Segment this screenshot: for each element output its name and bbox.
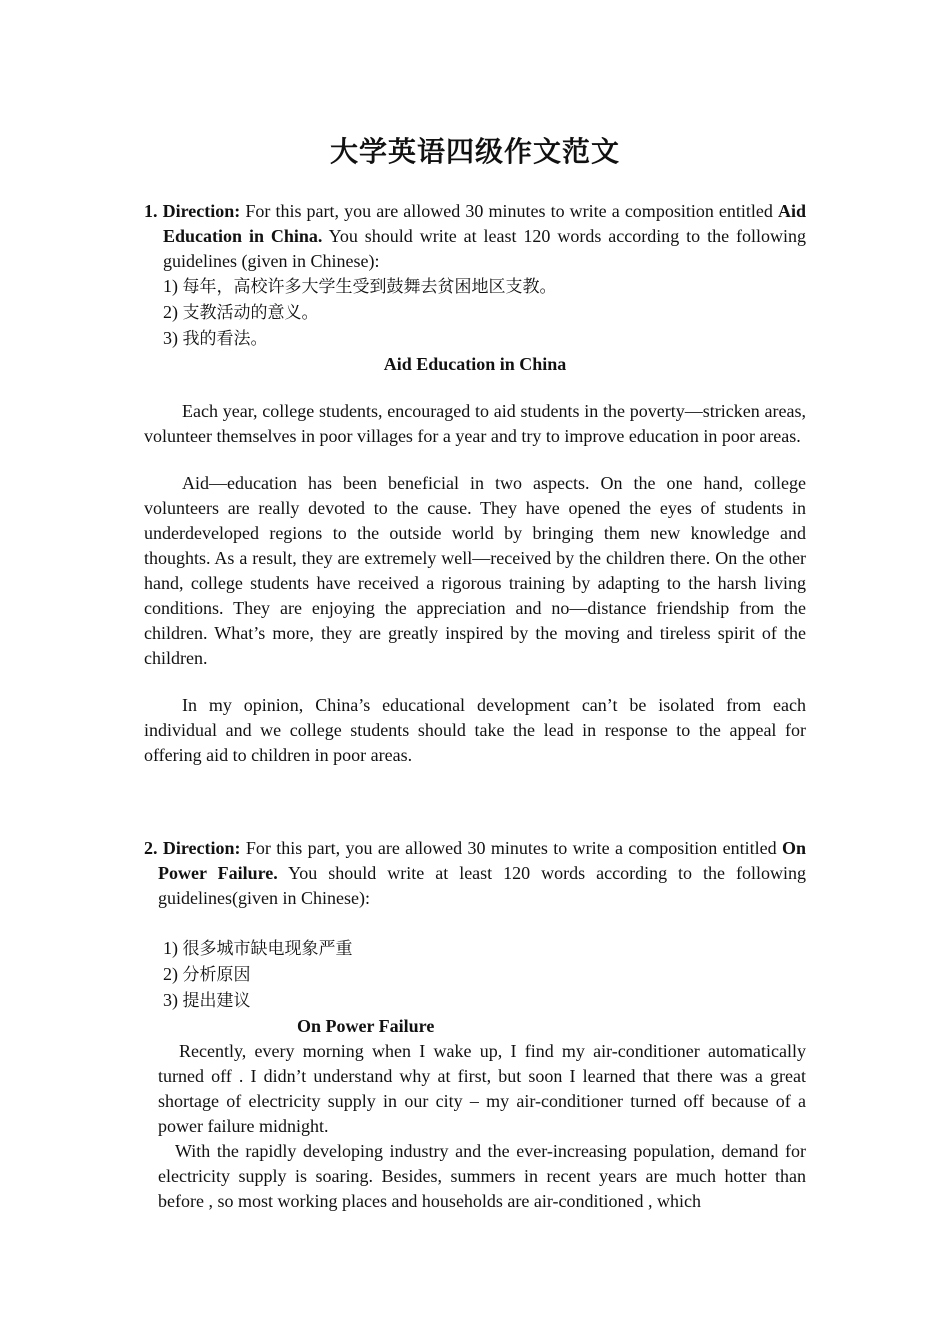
essay-title: Aid Education in China (383, 354, 567, 374)
guideline-number: 3) (163, 990, 183, 1010)
essay-paragraph: Each year, college students, encouraged to aid students in the poverty—stricken areas, volunteer themselves in poor villages for a year and try to improve education in poor areas. (144, 401, 806, 446)
guideline-list (144, 936, 806, 1014)
guideline-item (163, 274, 806, 300)
guideline-text: 提出建议 (182, 991, 251, 1011)
guideline-number: 2) (163, 302, 183, 322)
essay-paragraph: With the rapidly developing industry and the ever-increasing population, demand for electricity supply is soaring. Besides, summers in recent years are much hotter than before , so most working places and households are air-conditioned , which (158, 1141, 806, 1211)
guideline-text: 支教活动的意义。 (182, 303, 319, 323)
direction-text: For this part, you are allowed 30 minutes to write a composition entitled (240, 201, 778, 221)
guideline-text: 很多城市缺电现象严重 (182, 939, 353, 959)
guideline-number: 1) (163, 276, 183, 296)
question-2 (144, 836, 806, 1214)
guideline-item (163, 962, 806, 988)
guideline-number: 2) (163, 964, 183, 984)
guideline-item (163, 988, 806, 1014)
composition-title: On Power Failure. (158, 838, 807, 883)
essay-paragraph: Recently, every morning when I wake up, I find my air-conditioner automatically turned off . I didn’t understand why at first, but soon I learned that there was a great shortage of electricity supply in our city – my air-conditioner turned off because of a power failure midnight. (158, 1041, 806, 1136)
direction-text: You should write at least 120 words according to the following guidelines(given in Chinese): (158, 863, 806, 908)
essay-title: On Power Failure (297, 1016, 435, 1036)
essay-paragraph: Aid—education has been beneficial in two aspects. On the one hand, college volunteers are really devoted to the cause. They have opened the eyes of students in underdeveloped regions to the outside world by bringing them new knowledge and thoughts. As a result, they are extremely well—received by the children there. On the other hand, college students have received a rigorous training by adapting to the harsh living conditions. They are enjoying the appreciation and no—distance friendship from the children. What’s more, they are greatly inspired by the moving and tireless spirit of the children. (144, 473, 806, 668)
question-1 (144, 199, 806, 768)
guideline-item (163, 326, 806, 352)
guideline-number: 3) (163, 328, 183, 348)
essay-paragraph: In my opinion, China’s educational development can’t be isolated from each individual and we college students should take the lead in response to the appeal for offering aid to children in poor areas. (144, 695, 806, 765)
guideline-text: 我的看法。 (182, 329, 268, 349)
composition-title: Aid Education in China. (163, 201, 807, 246)
direction-label: Direction: (162, 838, 241, 858)
guideline-list (144, 274, 806, 352)
guideline-item (163, 936, 806, 962)
question-number: 2. (144, 838, 158, 858)
guideline-text: 分析原因 (182, 965, 251, 985)
direction-paragraph (144, 836, 806, 911)
direction-text: For this part, you are allowed 30 minutes to write a composition entitled (240, 838, 782, 858)
direction-text: You should write at least 120 words according to the following guidelines (given in Chinese): (163, 226, 806, 271)
guideline-number: 1) (163, 938, 183, 958)
direction-label: Direction: (162, 201, 241, 221)
direction-paragraph (144, 199, 806, 274)
guideline-item (163, 300, 806, 326)
page-title: 大学英语四级作文范文 (329, 135, 620, 168)
question-number: 1. (144, 201, 158, 221)
guideline-text: 每年，高校许多大学生受到鼓舞去贫困地区支教。 (182, 277, 557, 297)
